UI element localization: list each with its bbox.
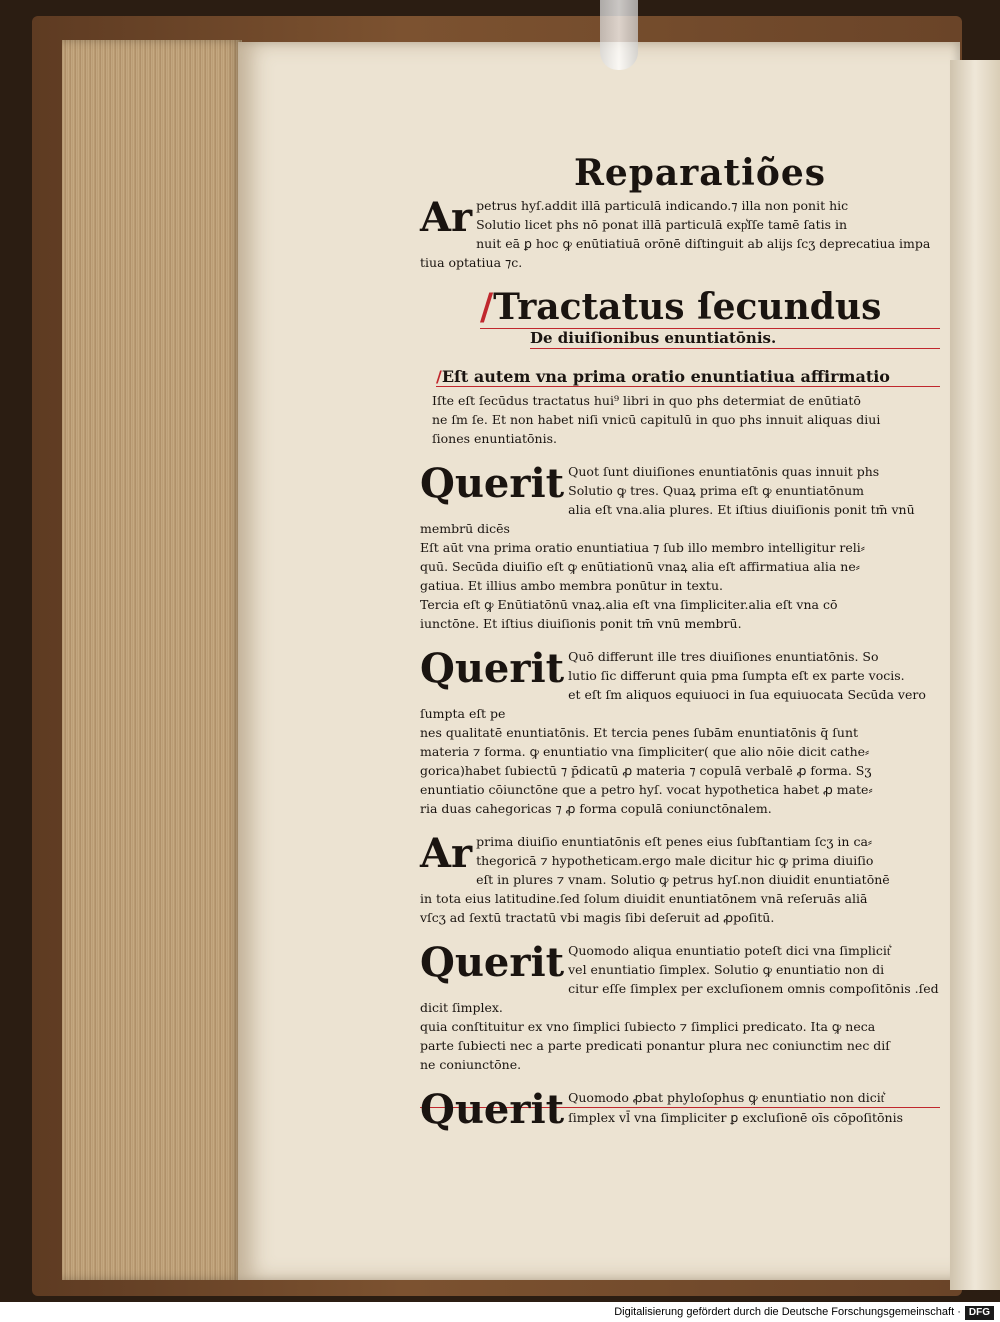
line: vſcʒ ad ſextū tractatū vbi magis ſibi deſeruit ad ꝓpoſitū. [420,910,775,925]
initial-querit: Querit [420,645,565,692]
page-text [420,150,940,1141]
pilcrow-mark: / [480,286,494,328]
line: alia eſt vna.alia plures. Et iſtius diuiſionis ponit tm̄ vnū membrū dicēs [420,502,915,536]
line: Quomodo aliqua enuntiatio poteſt dici vna ſimplicit͛ [568,943,891,958]
tractatus-title-text: Tractatus ſecundus [493,286,882,328]
line: gatiua. Et illius ambo membra ponūtur in textu. [420,578,723,593]
line: quia conſtituitur ex vno ſimplici ſubiecto ⁊ ſimplici predicato. Ita ꝙ neca [420,1019,876,1034]
pilcrow-mark: / [436,367,442,386]
line: ne coniunctōne. [420,1057,522,1072]
line: citur eſſe ſimplex per excluſionem omnis compoſitōnis .ſed dicit ſimplex. [420,981,939,1015]
line: ſimplex vl̄ vna ſimpliciter ꝑ excluſionē oīs cōpoſitōnis [568,1110,904,1125]
line: Solutio ꝙ tres. Quaꝝ prima eſt ꝙ enuntiatōnum [568,483,865,498]
credit-text: Digitalisierung gefördert durch die Deutsche Forschungsgemeinschaft [614,1306,955,1318]
argument-ar-2 [420,832,940,927]
line: ſiones enuntiatōnis. [432,431,557,446]
page-edges [62,40,242,1280]
line: enuntiatio cōiunctōne que a petro hyſ. vocat hypothetica habet ꝓ mate⸗ [420,782,873,797]
lead-sentence [436,367,940,387]
tractatus-title [480,286,940,329]
initial-querit: Querit [420,460,565,507]
line: tiua optatiua ⁊c. [420,255,523,270]
line: Solutio licet phs nō ponat illā particulā exp͛ſſe tamē ſatis in [476,217,848,232]
line: nes qualitatē enuntiatōnis. Et tercia penes ſubām enuntiatōnis q̄ ſunt [420,725,859,740]
initial-ar: Ar [420,194,473,241]
digitization-credit: Digitalisierung gefördert durch die Deutsche Forschungsgemeinschaft · DFG [0,1302,1000,1322]
tractatus-subtitle: De diuiſionibus enuntiatōnis. [530,329,940,349]
line: Quomodo ꝓbat phyloſophus ꝙ enuntiatio non dicit͛ [420,1088,940,1108]
question-4 [420,1086,940,1133]
initial-querit: Querit [420,1086,565,1133]
line: lutio ſic differunt quia pma ſumpta eſt ex parte vocis. [568,668,905,683]
page-clip [600,0,638,70]
question-3 [420,941,940,1074]
line: prima diuiſio enuntiatōnis eſt penes eius ſubſtantiam ſcʒ in ca⸗ [476,834,873,849]
dfg-logo: DFG [965,1306,994,1320]
line: nuit eā ꝑ hoc ꝙ enūtiatiuā orōnē diſtinguit ab alijs ſcʒ deprecatiua impa [476,236,931,251]
line: Quot ſunt diuiſiones enuntiatōnis quas innuit phs [568,464,880,479]
question-1 [420,462,940,633]
facing-page-edge [950,60,1000,1290]
line: gorica)habet ſubiectū ⁊ p̄dicatū ꝓ materia ⁊ copulā verbalē ꝓ forma. Sʒ [420,763,872,778]
line: thegoricā ⁊ hypotheticam.ergo male dicitur hic ꝙ prima diuiſio [476,853,874,868]
line: ria duas cahegoricas ⁊ ꝓ forma copulā coniunctōnalem. [420,801,772,816]
line: et eſt ſm aliquos equiuoci in ſua equiuocata Secūda vero ſumpta eſt pe [420,687,926,721]
line: vel enuntiatio ſimplex. Solutio ꝙ enuntiatio non di [568,962,885,977]
line: Quō differunt ille tres diuiſiones enuntiatōnis. So [568,649,879,664]
question-2 [420,647,940,818]
section-ar-1 [420,196,940,272]
line: in tota eius latitudine.ſed ſolum diuidit enuntiatōnem vnā reſeruās aliā [420,891,868,906]
line: materia ⁊ forma. ꝙ enuntiatio vna ſimpliciter( que alio nōie dicit cathe⸗ [420,744,870,759]
initial-ar: Ar [420,830,473,877]
line: Iſte eſt ſecūdus tractatus hui⁹ libri in quo phs determiat de enūtiatō [432,393,861,408]
line: petrus hyſ.addit illā particulā indicando.⁊ illa non ponit hic [476,198,849,213]
line: eſt in plures ⁊ vnam. Solutio ꝙ petrus hyſ.non diuidit enuntiatōnē [476,872,890,887]
line: quū. Secūda diuiſio eſt ꝙ enūtiationū vnaꝝ alia eſt affirmatiua alia ne⸗ [420,559,860,574]
running-title: Reparatiões [573,152,827,194]
line: ne ſm ſe. Et non habet niſi vnicū capitulū in quo phs innuit aliquas diui [432,412,881,427]
initial-querit: Querit [420,939,565,986]
lead-text: Eſt autem vna prima oratio enuntiatiua affirmatio [441,367,890,386]
line: parte ſubiecti nec a parte predicati ponantur plura nec coniunctim nec diſ [420,1038,890,1053]
line: iunctōne. Et iſtius diuiſionis ponit tm̄ vnū membrū. [420,616,742,631]
line: Eſt aūt vna prima oratio enuntiatiua ⁊ ſub illo membro intelligitur reli⸗ [420,540,865,555]
line: Tercia eſt ꝙ Enūtiatōnū vnaꝝ.alia eſt vna ſimpliciter.alia eſt vna cō [420,597,838,612]
paragraph-1 [432,391,940,448]
